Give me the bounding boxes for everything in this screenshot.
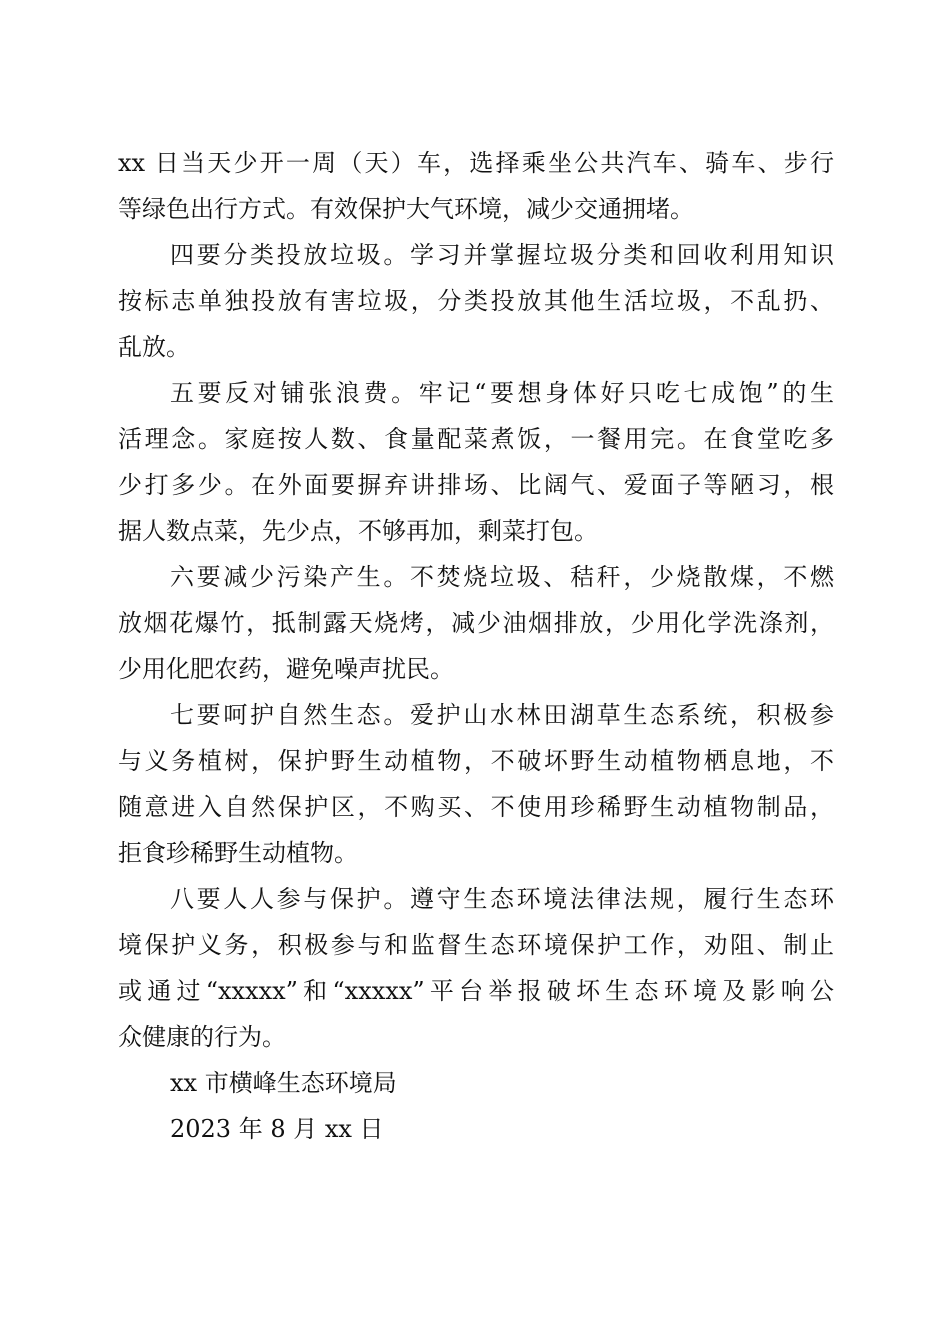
signature-organization: xx 市横峰生态环境局: [170, 1069, 397, 1097]
text-line: 众健康的行为。: [118, 1023, 286, 1051]
text-line: 按标志单独投放有害垃圾，分类投放其他生活垃圾，不乱扔、: [118, 287, 834, 315]
paragraph-6-heading-line: 六要减少污染产生。不焚烧垃圾、秸秆，少烧散煤，不燃: [170, 563, 834, 591]
document-body: [118, 140, 834, 1152]
text-line: 活理念。家庭按人数、食量配菜煮饭，一餐用完。在食堂吃多: [118, 425, 834, 453]
text-line: 与义务植树，保护野生动植物，不破坏野生动植物栖息地，不: [118, 747, 834, 775]
text-line: 少打多少。在外面要摒弃讲排场、比阔气、爱面子等陋习，根: [118, 471, 834, 499]
paragraph-4-heading-line: 四要分类投放垃圾。学习并掌握垃圾分类和回收利用知识: [170, 241, 834, 269]
paragraph-7-heading-line: 七要呵护自然生态。爱护山水林田湖草生态系统，积极参: [170, 701, 834, 729]
text-line: 拒食珍稀野生动植物。: [118, 839, 358, 867]
text-line: 随意进入自然保护区，不购买、不使用珍稀野生动植物制品，: [118, 793, 834, 821]
text-line: 或通过“xxxxx”和“xxxxx”平台举报破坏生态环境及影响公: [118, 977, 834, 1005]
signature-date: 2023 年 8 月 xx 日: [170, 1115, 384, 1143]
text-line: 据人数点菜，先少点，不够再加，剩菜打包。: [118, 517, 598, 545]
paragraph-5-heading-line: 五要反对铺张浪费。牢记“要想身体好只吃七成饱”的生: [170, 379, 834, 407]
text-line: xx 日当天少开一周（天）车，选择乘坐公共汽车、骑车、步行: [118, 149, 834, 177]
text-line: 境保护义务，积极参与和监督生态环境保护工作，劝阻、制止: [118, 931, 834, 959]
text-line: 乱放。: [118, 333, 190, 361]
text-line: 等绿色出行方式。有效保护大气环境，减少交通拥堵。: [118, 195, 694, 223]
text-line: 少用化肥农药，避免噪声扰民。: [118, 655, 454, 683]
paragraph-8-heading-line: 八要人人参与保护。遵守生态环境法律法规，履行生态环: [170, 885, 834, 913]
text-line: 放烟花爆竹，抵制露天烧烤，减少油烟排放，少用化学洗涤剂，: [118, 609, 834, 637]
